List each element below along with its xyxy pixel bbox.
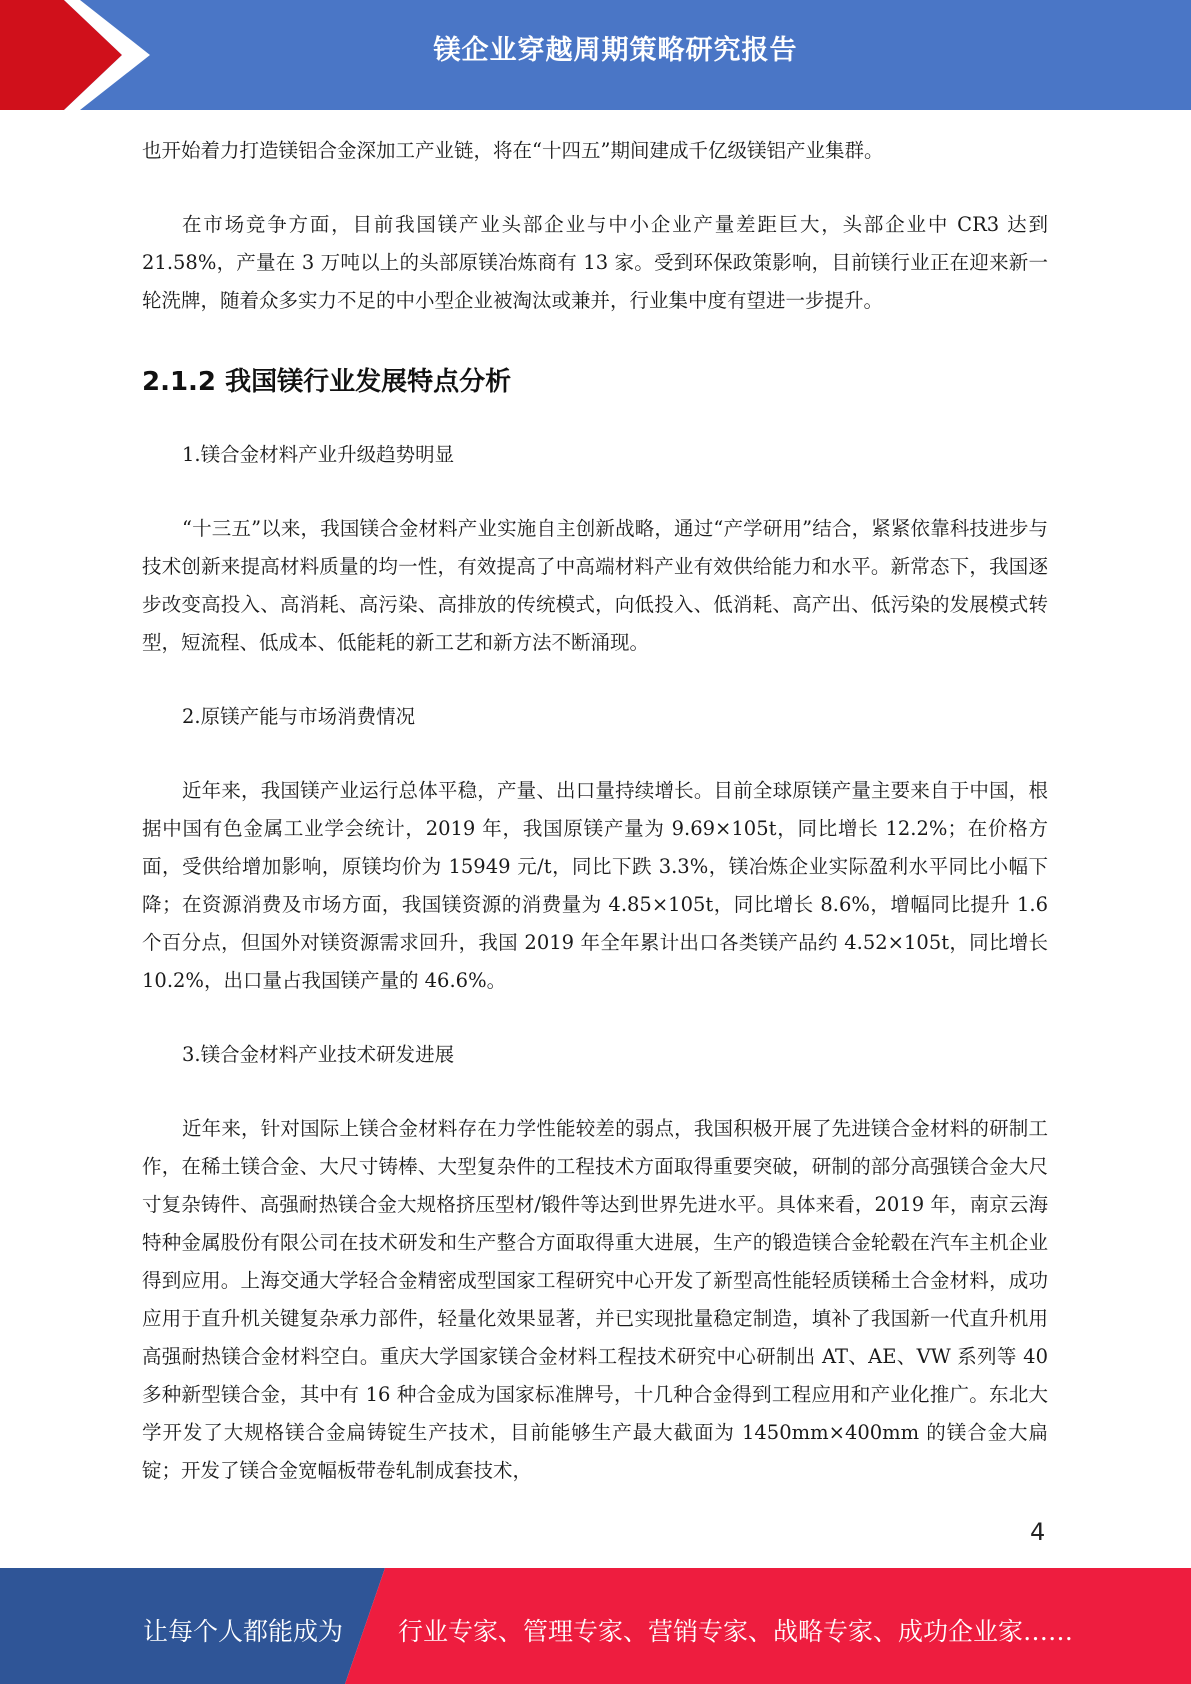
paragraph: 在市场竞争方面，目前我国镁产业头部企业与中小企业产量差距巨大，头部企业中 CR3 达到 21.58%，产量在 3 万吨以上的头部原镁冶炼商有 13 家。受到环保政策影响，目前镁行业正在迎来新一轮洗牌，随着众多实力不足的中小型企业被淘汰或兼并，行业集中度有望进一步提升。 [142,213,1048,312]
footer-slogan-left: 让每个人都能成为 [143,1617,344,1646]
report-title: 镁企业穿越周期策略研究报告 [433,35,798,66]
page-header [0,0,1191,110]
subheading: 1.镁合金材料产业升级趋势明显 [182,443,455,466]
subheading: 2.原镁产能与市场消费情况 [182,705,416,728]
footer-slogan-right: 行业专家、管理专家、营销专家、战略专家、成功企业家…… [398,1617,1074,1646]
subheading: 3.镁合金材料产业技术研发进展 [182,1043,455,1066]
paragraph: 也开始着力打造镁铝合金深加工产业链，将在“十四五”期间建成千亿级镁铝产业集群。 [142,139,884,162]
paragraph: 近年来，我国镁产业运行总体平稳，产量、出口量持续增长。目前全球原镁产量主要来自于中国，根据中国有色金属工业学会统计，2019 年，我国原镁产量为 9.69×105t，同比增长 12.2%；在价格方面，受供给增加影响，原镁均价为 15949 元/t，同比下跌 3.3%，镁冶炼企业实际盈利水平同比小幅下降；在资源消费及市场方面，我国镁资源的消费量为 4.85×105t，同比增长 8.6%，增幅同比提升 1.6 个百分点，但国外对镁资源需求回升，我国 2019 年全年累计出口各类镁产品约 4.52×105t，同比增长 10.2%，出口量占我国镁产量的 46.6%。 [142,779,1048,992]
page-footer [0,1568,1191,1684]
paragraph: 近年来，针对国际上镁合金材料存在力学性能较差的弱点，我国积极开展了先进镁合金材料的研制工作，在稀土镁合金、大尺寸铸棒、大型复杂件的工程技术方面取得重要突破，研制的部分高强镁合金大尺寸复杂铸件、高强耐热镁合金大规格挤压型材/锻件等达到世界先进水平。具体来看，2019 年，南京云海特种金属股份有限公司在技术研发和生产整合方面取得重大进展，生产的锻造镁合金轮毂在汽车主机企业得到应用。上海交通大学轻合金精密成型国家工程研究中心开发了新型高性能轻质镁稀土合金材料，成功应用于直升机关键复杂承力部件，轻量化效果显著，并已实现批量稳定制造，填补了我国新一代直升机用高强耐热镁合金材料空白。重庆大学国家镁合金材料工程技术研究中心研制出 AT、AE、VW 系列等 40 多种新型镁合金，其中有 16 种合金成为国家标准牌号，十几种合金得到工程应用和产业化推广。东北大学开发了大规格镁合金扁铸锭生产技术，目前能够生产最大截面为 1450mm×400mm 的镁合金大扁锭；开发了镁合金宽幅板带卷轧制成套技术， [142,1117,1048,1482]
document-body [142,132,1048,1490]
section-heading: 2.1.2 我国镁行业发展特点分析 [142,367,512,397]
paragraph: “十三五”以来，我国镁合金材料产业实施自主创新战略，通过“产学研用”结合，紧紧依靠科技进步与技术创新来提高材料质量的均一性，有效提高了中高端材料产业有效供给能力和水平。新常态下，我国逐步改变高投入、高消耗、高污染、高排放的传统模式，向低投入、低消耗、高产出、低污染的发展模式转型，短流程、低成本、低能耗的新工艺和新方法不断涌现。 [142,517,1048,654]
page-number: 4 [1030,1518,1046,1546]
